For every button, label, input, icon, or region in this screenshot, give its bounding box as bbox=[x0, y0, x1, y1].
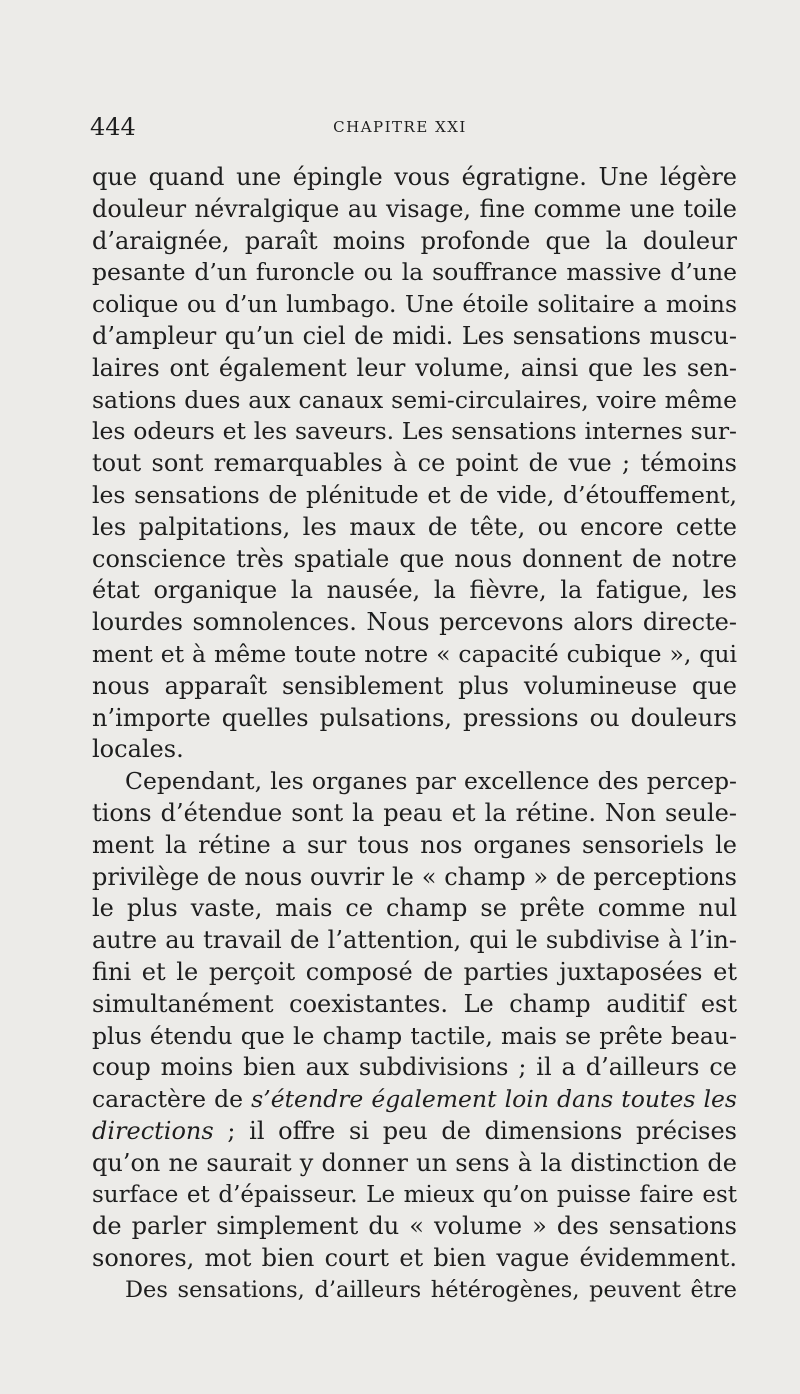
text-line: nous apparaît sensiblement plus volumineuse que bbox=[92, 671, 737, 700]
text-line: plus étendu que le champ tactile, mais se prête beau- bbox=[92, 1021, 737, 1050]
page-number: 444 bbox=[90, 113, 136, 141]
text-segment: caractère de bbox=[92, 1085, 252, 1114]
text-line: les odeurs et les saveurs. Les sensations internes sur- bbox=[92, 417, 737, 446]
text-line: douleur névralgique au visage, fine comme une toile bbox=[92, 194, 737, 223]
italic-text: directions bbox=[92, 1116, 214, 1145]
text-line: d’ampleur qu’un ciel de midi. Les sensations muscu- bbox=[92, 321, 737, 350]
text-line: état organique la nausée, la fièvre, la fatigue, les bbox=[92, 576, 737, 605]
running-head: CHAPITRE XXI bbox=[333, 118, 467, 136]
text-line bbox=[92, 1116, 737, 1148]
text-line: qu’on ne saurait y donner un sens à la distinction de bbox=[92, 1148, 737, 1177]
text-line: locales. bbox=[92, 735, 184, 764]
text-line: privilège de nous ouvrir le « champ » de perceptions bbox=[92, 862, 737, 891]
text-line: fini et le perçoit composé de parties juxtaposées et bbox=[92, 957, 737, 986]
text-line: d’araignée, paraît moins profonde que la douleur bbox=[92, 226, 737, 255]
text-line: tions d’étendue sont la peau et la rétine. Non seule- bbox=[92, 798, 737, 827]
text-line: n’importe quelles pulsations, pressions ou douleurs bbox=[92, 703, 737, 732]
text-line: surface et d’épaisseur. Le mieux qu’on puisse faire est bbox=[92, 1181, 737, 1208]
text-line: sonores, mot bien court et bien vague évidemment. bbox=[92, 1244, 737, 1273]
text-line: lourdes somnolences. Nous percevons alors directe- bbox=[92, 608, 737, 637]
body-text bbox=[92, 162, 737, 1307]
text-line: ment la rétine a sur tous nos organes sensoriels le bbox=[92, 830, 737, 859]
text-line: colique ou d’un lumbago. Une étoile solitaire a moins bbox=[92, 290, 737, 319]
paragraph-first-line: Cependant, les organes par excellence des percep- bbox=[125, 767, 737, 796]
text-line: conscience très spatiale que nous donnent de notre bbox=[92, 544, 737, 573]
text-line: laires ont également leur volume, ainsi que les sen- bbox=[92, 353, 737, 382]
paragraph-first-line: Des sensations, d’ailleurs hétérogènes, peuvent être bbox=[125, 1276, 737, 1303]
text-line: simultanément coexistantes. Le champ auditif est bbox=[92, 989, 737, 1018]
text-line: de parler simplement du « volume » des sensations bbox=[92, 1212, 737, 1241]
text-line: autre au travail de l’attention, qui le subdivise à l’in- bbox=[92, 926, 737, 955]
text-line: le plus vaste, mais ce champ se prête comme nul bbox=[92, 894, 737, 923]
text-line: sations dues aux canaux semi-circulaires, voire même bbox=[92, 385, 737, 414]
text-line: ment et à même toute notre « capacité cubique », qui bbox=[92, 639, 737, 668]
text-line: les sensations de plénitude et de vide, d’étouffement, bbox=[92, 480, 737, 509]
text-line bbox=[92, 1084, 737, 1116]
text-line: que quand une épingle vous égratigne. Une légère bbox=[92, 163, 737, 191]
italic-text: s’étendre également loin dans toutes les bbox=[251, 1085, 737, 1114]
text-line: tout sont remarquables à ce point de vue ; témoins bbox=[92, 449, 737, 478]
text-line: les palpitations, les maux de tête, ou encore cette bbox=[92, 512, 737, 541]
text-segment: ; il offre si peu de dimensions précises bbox=[213, 1116, 737, 1145]
text-line: pesante d’un furoncle ou la souffrance massive d’une bbox=[92, 258, 737, 287]
text-line: coup moins bien aux subdivisions ; il a d’ailleurs ce bbox=[92, 1053, 737, 1082]
